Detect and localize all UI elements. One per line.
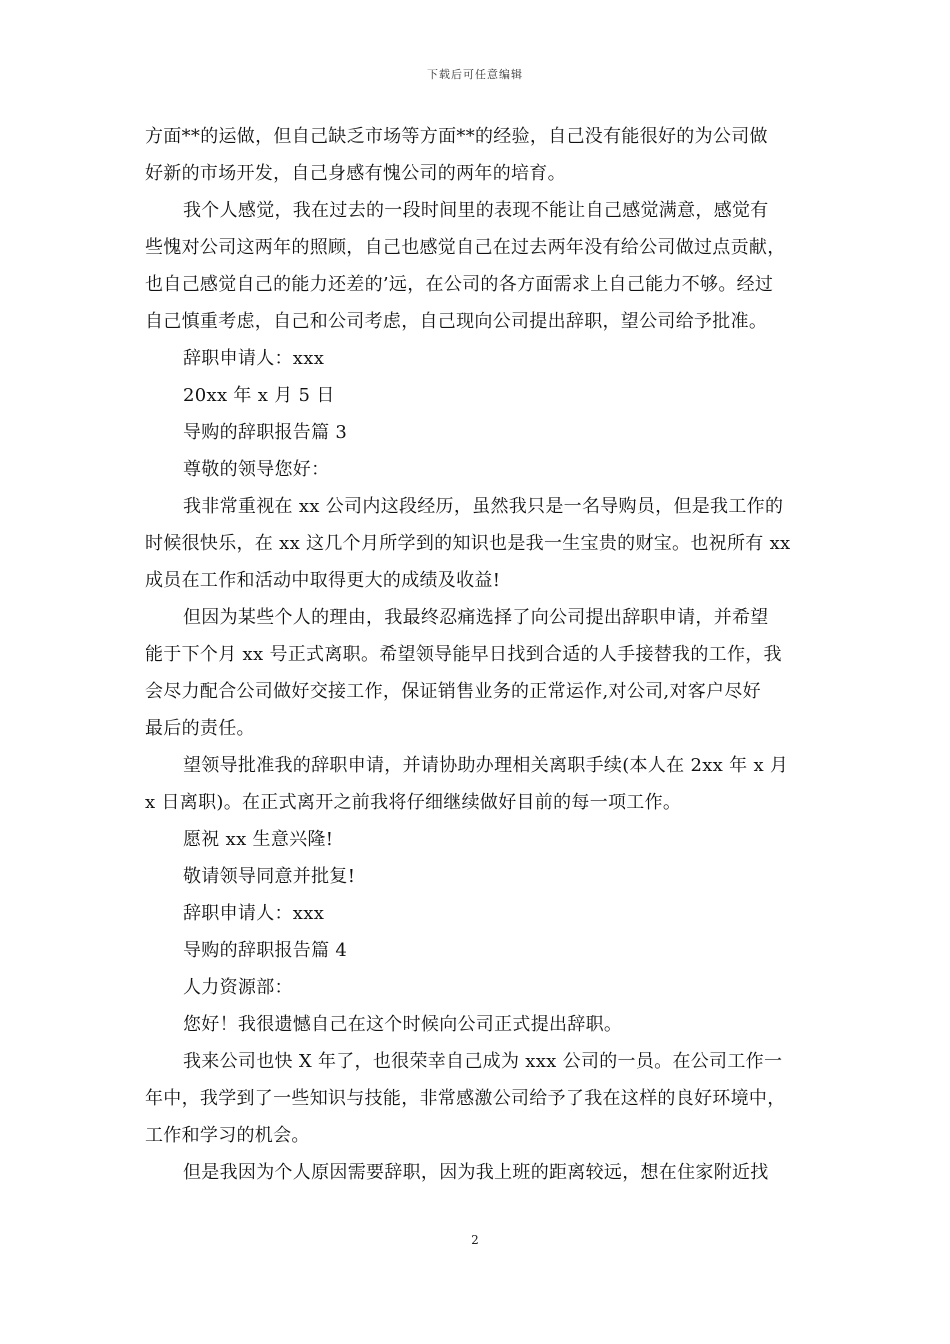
text-line: 您好！我很遗憾自己在这个时候向公司正式提出辞职。: [183, 1014, 623, 1035]
text-line: 望领导批准我的辞职申请，并请协助办理相关离职手续(本人在 2xx 年 x 月: [183, 755, 789, 776]
text-line: 辞职申请人：xxx: [183, 348, 325, 369]
text-line: 辞职申请人：xxx: [183, 903, 325, 924]
text-line: 但因为某些个人的理由，我最终忍痛选择了向公司提出辞职申请，并希望: [183, 607, 769, 628]
text-line: 时候很快乐，在 xx 这几个月所学到的知识也是我一生宝贵的财宝。也祝所有 xx: [145, 533, 791, 554]
text-line: 愿祝 xx 生意兴隆!: [183, 829, 334, 850]
text-line: 最后的责任。: [145, 718, 255, 739]
text-line: 自己慎重考虑，自己和公司考虑，自己现向公司提出辞职，望公司给予批准。: [145, 311, 768, 332]
text-line: 会尽力配合公司做好交接工作，保证销售业务的正常运作,对公司,对客户尽好: [145, 681, 761, 702]
page-number: 2: [471, 1233, 479, 1247]
text-line: 导购的辞职报告篇 4: [183, 940, 348, 961]
text-line: 导购的辞职报告篇 3: [183, 422, 348, 443]
text-line: 尊敬的领导您好：: [183, 459, 330, 480]
text-line: 方面**的运做，但自己缺乏市场等方面**的经验，自己没有能很好的为公司做: [145, 126, 768, 147]
text-line: 工作和学习的机会。: [145, 1125, 310, 1146]
text-line: 也自己感觉自己的能力还差的’远，在公司的各方面需求上自己能力不够。经过: [145, 274, 774, 295]
page-header: 下载后可任意编辑: [427, 68, 523, 81]
text-line: 能于下个月 xx 号正式离职。希望领导能早日找到合适的人手接替我的工作，我: [145, 644, 782, 665]
text-line: 成员在工作和活动中取得更大的成绩及收益!: [145, 570, 501, 591]
text-line: 我个人感觉，我在过去的一段时间里的表现不能让自己感觉满意，感觉有: [183, 200, 769, 221]
text-line: x 日离职)。在正式离开之前我将仔细继续做好目前的每一项工作。: [145, 792, 682, 813]
text-line: 敬请领导同意并批复!: [183, 866, 356, 887]
text-line: 我来公司也快 X 年了，也很荣幸自己成为 xxx 公司的一员。在公司工作一: [183, 1051, 783, 1072]
document-body: [145, 118, 813, 1191]
text-line: 我非常重视在 xx 公司内这段经历，虽然我只是一名导购员，但是我工作的: [183, 496, 784, 517]
text-line: 好新的市场开发，自己身感有愧公司的两年的培育。: [145, 163, 566, 184]
text-line: 年中，我学到了一些知识与技能，非常感激公司给予了我在这样的良好环境中，: [145, 1088, 786, 1109]
text-line: 但是我因为个人原因需要辞职，因为我上班的距离较远，想在住家附近找: [183, 1162, 769, 1183]
text-line: 些愧对公司这两年的照顾，自己也感觉自己在过去两年没有给公司做过点贡献，: [145, 237, 786, 258]
text-line: 20xx 年 x 月 5 日: [183, 385, 335, 406]
text-line: 人力资源部：: [183, 977, 293, 998]
